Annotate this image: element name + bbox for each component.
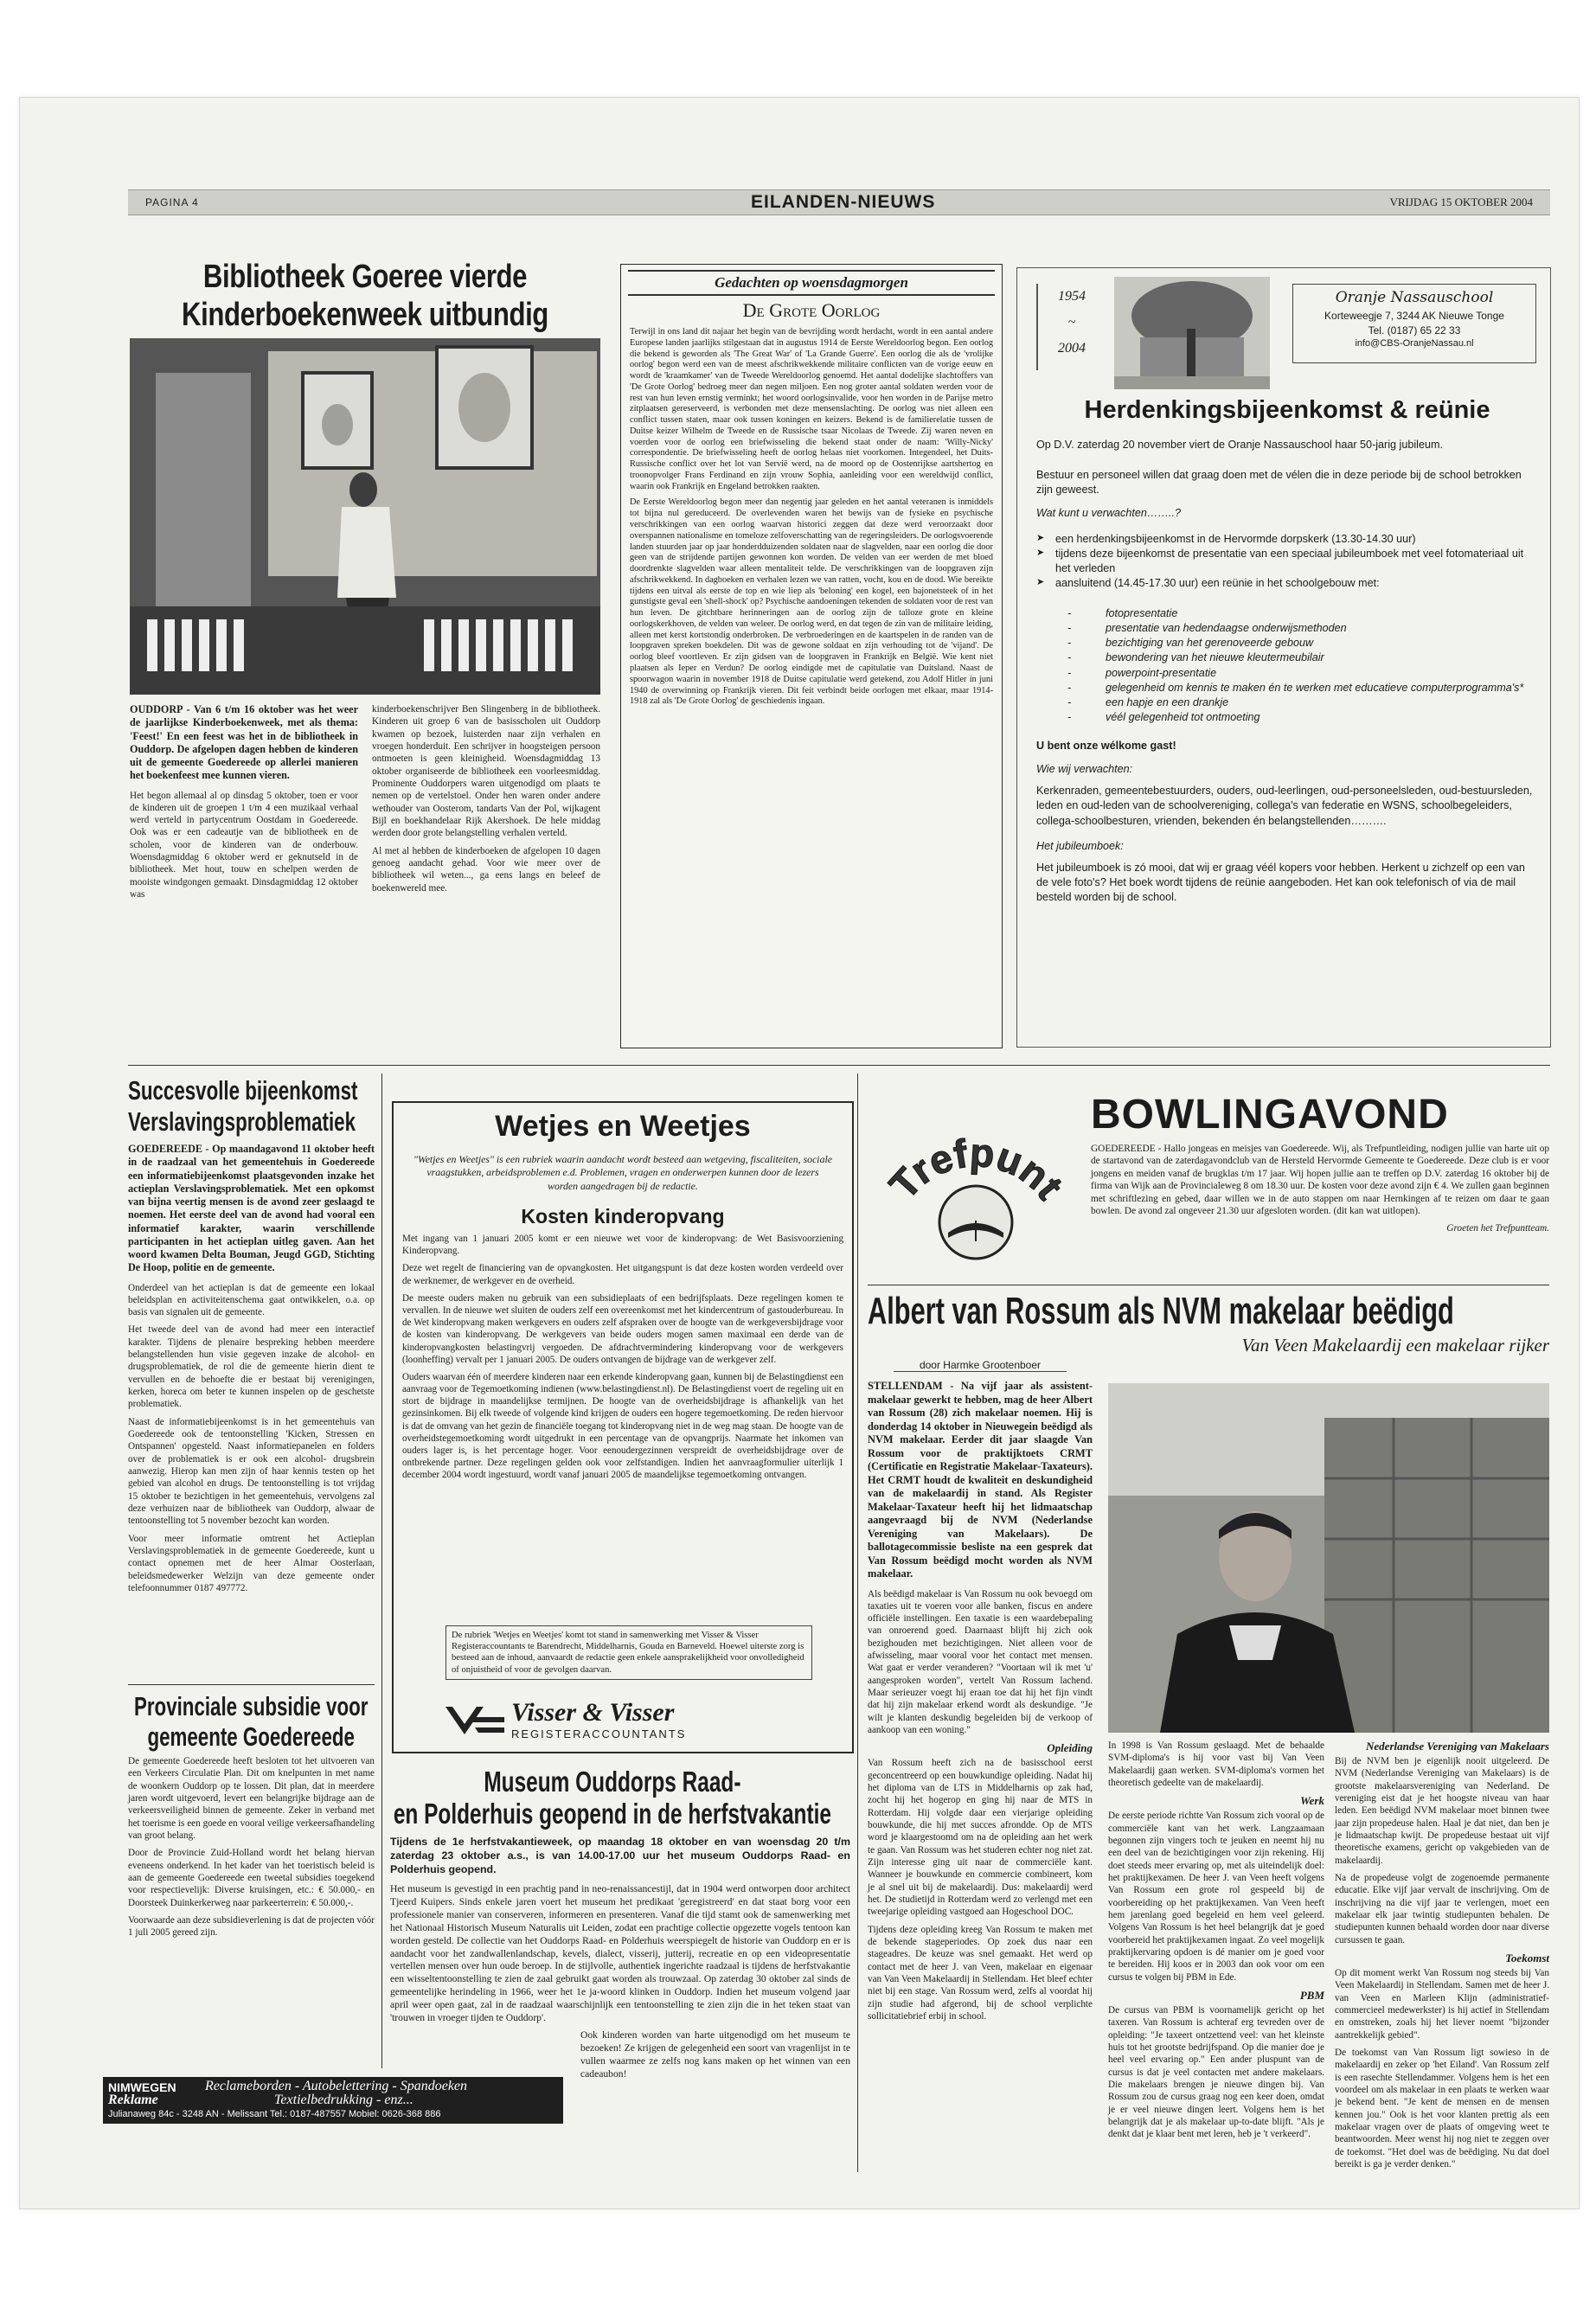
bowling-text: GOEDEREEDE - Hallo jongeas en meisjes van Goedereede. Wij, als Trefpuntleiding, nodigen jullie van harte uit op de startavond van de zaterdagavondclub van de Hersteld Hervormde Gemeente te Goedereede. Deze club is er voor jongens en meiden vanaf de brugklas t/m 17 jaar. Wij hopen jullie aan te treffen op D.V. zaterdag 16 oktober bij de firma van Wijk aan de Provincialeweg 8 om 18.30 uur. De kosten voor deze avond zijn € 4. We zullen gaan beginnen met schriftlezing en gebed, daar willen we in de auto stappen om naar Hernkingen af te reizen om daar te gaan bowlen. De avond zal ongeveer 21.30 uur afgesloten worden. (dit kan wat uitlopen).: [1091, 1144, 1549, 1217]
arrow-item: ➤ tijdens deze bijeenkomst de presentatie van een speciaal jubileumboek met veel fotomateriaal uit het verleden: [1055, 547, 1536, 576]
verslaving-lead: GOEDEREEDE - Op maandagavond 11 oktober heeft in de raadzaal van het gemeentehuis in Goedereede een informatiebijeenkomst plaatsgevonden inzake het actieplan Verslavingsproblematiek. Met een opkomst van bijna veertig mensen is de avond zeer geslaagd te noemen. Het eerste deel van de avond had vooral een informatief karakter, waarin verschillende participanten in het actieplan uitleg gaven. Aan het woord kwamen Delta Bouman, Jeugd GGD, Stichting De Hoop, politie en de gemeente.: [128, 1143, 375, 1274]
oranje-p1: Bestuur en personeel willen dat graag doen met de vélen die in deze periode bij de school betrokken zijn geweest.: [1036, 469, 1522, 497]
rossum-lead: STELLENDAM - Na vijf jaar als assistent-makelaar gewerkt te hebben, mag de heer Albert van Rossum (28) zich makelaar noemen. Hij is donderdag 14 oktober in Nieuwegein beëdigd als NVM makelaar. Eerder dit jaar slaagde Van Rossum voor de praktijktoets CRMT (Certificatie en Registratie Makelaar-Taxateurs). Het CRMT houdt de kwaliteit en deskundigheid van de makelaardij in stand. Als Register Makelaar-Taxateur heeft hij het lidmaatschap aangevraagd bij de NVM (Nederlandse Vereniging van Makelaars). De ballotagecommissie besliste na een gesprek dat Van Rossum beëdigd mocht worden als NVM makelaar.: [868, 1380, 1093, 1580]
rossum-title: Albert van Rossum als NVM makelaar beëdigd: [868, 1290, 1454, 1332]
wetjes-p1: Met ingang van 1 januari 2005 komt er een nieuwe wet voor de kinderopvang: de Wet Basisvoorziening Kinderopvang.: [402, 1234, 843, 1257]
banner-text: Gedachten op woensdagmorgen: [715, 274, 908, 291]
arrow-item: ➤ een herdenkingsbijeenkomst in de Hervormde dorpskerk (13.30-14.30 uur): [1055, 532, 1536, 547]
year-tilde: ~: [1067, 315, 1076, 330]
rossum-p2: Van Rossum heeft zich na de basisschool eerst geconcentreerd op een bouwkundige opleiding. Nadat hij het diploma van de LTS in Middelharnis op zak had, zocht hij het hogerop en ging hij naar de MTS in Rotterdam. Hij volgde daar een vierjarige opleiding bouwkunde, die hij met succes afrondde. Op de MTS word je klaargestoomd om na de opleiding aan het werk te gaan. Van Rossum was het studeren echter nog niet zat. Zijn interesse ging uit naar de commerciële kant. Wanneer je bouwkunde en commercie combineert, kom je al snel uit bij de makelaardij. Dus: makelaardij werd het. De studietijd in Rotterdam werd zo verlengd met een tweejarige opleiding vastgoed aan Hogeschool DOC.: [868, 1758, 1093, 1918]
headline-line-2: gemeente Goedereede: [147, 1721, 355, 1752]
article-museum: [375, 1766, 850, 2086]
section-divider: [128, 1065, 1550, 1066]
year-bottom: 2004: [1058, 341, 1086, 356]
rossum-p9: De toekomst van Van Rossum ligt sowieso in de makelaardij en zeker op 'het Eiland'. Van Rossum zelf is een rasechte Stellendammer. Volgens hem is het een voordeel om als makelaar in een plaats te werken waar je bekend bent. "Je kent de mensen en de mensen kennen jou." Ook is het voor klanten prettig als een makelaar vragen over de plaats of omgeving weet te beantwoorden. Meer wenst hij nog niet te zeggen over de toekomst. "Het doel was de beëdiging. Nu dat doel bereikt is ga je verder denken.": [1335, 2047, 1549, 2170]
dash-item: - bewondering van het nieuwe kleutermeubilair: [1106, 651, 1536, 665]
school-photo-graphic: [1114, 277, 1270, 389]
page-date: VRIJDAG 15 OKTOBER 2004: [1389, 195, 1533, 208]
column-rule-right: [857, 1074, 858, 2172]
article-verslaving: [128, 1075, 375, 1599]
bibliotheek-p1: Het begon allemaal al op dinsdag 5 oktober, toen er voor de kinderen uit de groepen 1 t/m 4 een muzikaal verhaal werd verteld in partycentrum Oostdam in Goedereede. Ook was er een cadeautje van de bibliotheek en de scholen, voor de kinderen van de onderbouw. Woensdagmiddag 6 oktober werd er geknutseld in de bibliotheek. Met hout, touw en schelpen werden de mooiste windgongen gemaakt. Dinsdagmiddag 12 oktober was: [130, 790, 358, 901]
nimwegen-address: Julianaweg 84c - 3248 AN - Melissant Tel.: 0187-487557 Mobiel: 0626-368 886: [108, 2109, 441, 2119]
subsidie-rule: [128, 1684, 375, 1685]
verslaving-p4: Voor meer informatie omtrent het Actieplan Verslavingsproblematiek in de gemeente Goedereede, kunt u contact opnemen met de heer Almar Oosterlaan, beleidsmedewerker Welzijn van deze gemeente onder telefoonnummer 0187 497772.: [128, 1533, 375, 1594]
rossum-p7: Na de propedeuse volgt de zogenoemde permanente educatie. Elke vijf jaar vervalt de inschrijving. Om de inschrijving na die vijf jaar te verlengen, moet een makelaar elk jaar twintig studiepunten behalen. De studiepunten kunnen behaald worden door naar diverse cursussen te gaan.: [1335, 1872, 1549, 1945]
photo-rossum: [1108, 1383, 1549, 1733]
dash-item: - een hapje en een drankje: [1106, 695, 1536, 710]
oorlog-body: [630, 327, 993, 713]
column-banner: [628, 270, 995, 296]
dash-item: - gelegenheid om kennis te maken én te werken met educatieve computerprogramma's*: [1106, 681, 1536, 695]
rossum-subtitle: Van Veen Makelaardij een makelaar rijker: [1241, 1335, 1549, 1356]
trefpunt-logo-text: Trefpunt: [880, 1129, 1073, 1208]
oorlog-title: De Grote Oorlog: [742, 299, 881, 321]
rossum-caption: In 1998 is Van Rossum geslaagd. Met de behaalde SVM-diploma's is hij voor vast bij Van Veen Makelaardij gaan werken. SVM-diploma's vormen het theoretisch gedeelte van de makelaardij.: [1108, 1740, 1324, 1788]
headline-subsidie: [128, 1691, 374, 1752]
nimwegen-reklame: Reklame: [108, 2093, 158, 2107]
oranje-title: Herdenkingsbijeenkomst & reünie: [1084, 396, 1490, 424]
masthead: EILANDEN-NIEUWS: [751, 192, 936, 212]
rossum-sub2: Werk: [1300, 1794, 1324, 1808]
wetjes-p4: Ouders waarvan één of meerdere kinderen naar een erkende kinderopvang gaan, kunnen bij de Belastingdienst een aanvraag voor de Tegemoetkoming indienen (www.belastingdienst.nl). De Belastingdienst voert de regeling uit en stort de bijdrage in maandelijkse termijnen. De hoogte van de overheidsbijdrage is afhankelijk van het gezinsinkomen. Bij elk tweede of volgende kind krijgen de ouders een hogere tegemoetkoming. De reden hiervoor is dat de omvang van het gezin de financiële toegang tot kinderopvang niet in de weg mag staan. De hoogte van de overheidstegemoetkoming wordt uitgedrukt in een percentage van de opvangprijs. Naarmate het inkomen van ouders lager is, is het percentage hoger. Voor eenoudergezinnen verspreidt de overheidsbijdrage over de ontbrekende partner. Deze regelingen gelden ook voor zelfstandigen. Indien het aanvraagformulier uiterlijk 1 december 2004 wordt ingestuurd, wordt vanaf januari 2005 de maandelijkse tegemoetkoming ontvangen.: [402, 1371, 843, 1481]
school-email: info@CBS-OranjeNassau.nl: [1355, 338, 1474, 349]
rossum-sub5: Toekomst: [1505, 1951, 1549, 1965]
rossum-sub1: Opleiding: [1047, 1741, 1093, 1755]
rossum-col-1: [868, 1380, 1093, 2028]
oranje-q1: Wat kunt u verwachten……..?: [1036, 507, 1182, 520]
headline-line-2: Kinderboekenweek uitbundig: [182, 297, 548, 333]
subsidie-p1: De gemeente Goedereede heeft besloten tot het uitvoeren van een Verkeers Circulatie Plan. Dit om knelpunten in met name de woonkern Ouddorp op te lossen. Dit plan, dat in meerdere jaren wordt uitgevoerd, levert een belangrijke bijdrage aan de verkeersveiligheid binnen de gemeente. Zeker in verband met het toerisme is een goede en vooral veilige verkeersafhandeling van groot belang.: [128, 1756, 375, 1841]
rossum-col-3: [1335, 1740, 1549, 2176]
visser-logo: [444, 1700, 807, 1741]
trefpunt-logo: [872, 1093, 1080, 1274]
oranje-p3: Het jubileumboek is zó mooi, dat wij er graag véél kopers voor hebben. Herkent u zichzelf op een van de vele foto's? Het boek wordt tijdens de reünie aangeboden. Het kan ook telefonisch of via de mail besteld worden bij de school.: [1036, 861, 1525, 903]
dash-item: - bezichtiging van het gerenoveerde gebouw: [1106, 636, 1536, 651]
visser-logo-sub: REGISTERACCOUNTANTS: [511, 1727, 687, 1740]
oranje-body: [1036, 438, 1536, 910]
article-subsidie: [128, 1691, 375, 1945]
visser-logo-icon: [444, 1700, 506, 1740]
library-photo-graphic: [130, 338, 600, 695]
bibliotheek-col-1: [130, 703, 358, 906]
article-bibliotheek: [128, 258, 602, 1058]
wetjes-intro: "Wetjes en Weetjes" is een rubriek waarin aandacht wordt besteed aan wetgeving, fiscaliteiten, sociale vraagstukken, arbeidsproblemen e.d. Problemen, vragen en onderwerpen kunnen door de lezers worden aangedragen bij de redactie.: [413, 1153, 832, 1192]
oranje-welcome: U bent onze wélkome gast!: [1036, 740, 1176, 752]
bowling-sign: Groeten het Trefpuntteam.: [1446, 1222, 1549, 1234]
oorlog-p2: De Eerste Wereldoorlog begon meer dan negentig jaar geleden en het aantal veteranen is inmiddels tot bijna nul gereduceerd. De overlevenden waren het bewijs van de fysieke en psychische verschrikkingen van een oorlog waarvan historici zeggen dat deze werd veroorzaakt door overspannen nationalisme en tomeloze zelfoverschatting van de regeringsleiders. De oorlogsvoerende landen stuurden jaar op jaar honderdduizenden soldaten naar de slagvelden, naar een oorlog die door geen van de strijdende partijen gewonnen kon worden. De velden van eer werden de met bloed doordrenkte slagvelden waar alleen mentaliteit telde. De verschrikkingen van de loopgraven zijn afschrikwekkend. In dagboeken en verhalen lezen we van ratten, vocht, kou en de dood. Wie bereikte tijdens een uitval als eerste de top en wie liep als 'beloning' een kogel, een bajonetsteek of in het gunstigste geval een 'shell-shock' op? Psychische aandoeningen tekenden de soldaten voor de rest van hun leven. De gitchtbare herinneringen aan de oorlog zijn de talloze grote en kleine oorlogskerkhoven, de velden van weleer. De oorlog werd, en dat tegen de zin van de militaire leiding, alleen met kerst kortstondig onderbroken. De verbroederingen en de kaartspelen in de randen van de loopgraven spreken boekdelen. Dit was de gewone soldaat en zijn verhouding tot de 'vijand'. De oorlog bleef voortleven. Er zijn gidsen van de loopgraven in Frankrijk en België. Wie kent niet plaatsen als Ieper en Verdun? De oorlog eindigde met de capitulatie van Duitsland. Naast de spoorwagon waarin in november 1918 de Duitse capitulatie werd getekend, zou Adolf Hitler in juni 1940 de overwinning op Frankrijk vieren. Dit feit verbindt beide oorlogen met elkaar, maar 1914-1918 zal als 'De Grote Oorlog' de geschiedenis ingaan.: [630, 497, 993, 707]
trefpunt-logo-graphic: [872, 1093, 1080, 1274]
rossum-sub4: Nederlandse Vereniging van Makelaars: [1366, 1740, 1549, 1753]
rossum-p6: Bij de NVM ben je eigenlijk nooit uitgeleerd. De NVM (Nederlandse Vereniging van Makelaars) is de grootste makelaarsvereniging van Nederland. De vereniging eist dat je het hoogste niveau van haar leden. Een beëdigd NVM makelaar moet binnen twee jaar zijn propedeuse halen. Haal je dat niet, dan ben je je lidmaatschap kwijt. De propedeuse bestaat uit vijf theoretische examens, gericht op vakgebieden van de makelaardij.: [1335, 1756, 1549, 1866]
subsidie-p2: Door de Provincie Zuid-Holland wordt het belang hiervan eveneens onderkend. In het kader van het toeristisch beleid is aan de gemeente Goedereede een tweetal subsidies toegekend voor respectievelijk: Diverse kruisingen, etc.: € 50.000,- en Doorsteek Duinkerkerweg naar parkeerterrein: € 50.000,-.: [128, 1848, 375, 1908]
bibliotheek-col-2: [372, 703, 600, 900]
verslaving-p2: Het tweede deel van de avond had meer een interactief karakter. Tijdens de plenaire bespreking hebben meerdere belangstellenden hun visie gegeven inzake de alcohol- en drugsproblematiek, de rol die de gemeente hierin dient te vervullen en de behoefte die er bestaat bij verenigingen, kerken, horeca om beter te kunnen inspelen op de geschetste problematiek.: [128, 1324, 375, 1410]
subsidie-body: [128, 1755, 375, 1939]
headline-bibliotheek: [170, 258, 559, 334]
rossum-p8: Op dit moment werkt Van Rossum nog steeds bij Van Veen Makelaardij in Stellendam. Samen met de heer J. van Veen en Marleen Klijn (administratief-commercieel medewerkster) is hij actief in Stellendam en omstreken, zoals hij het liever noemt "bijzonder aantrekkelijk gebied".: [1335, 1967, 1549, 2041]
wetjes-kop: Kosten kinderopvang: [521, 1205, 725, 1227]
article-bowling: [1091, 1093, 1549, 1239]
oranje-p2: Kerkenraden, gemeentebestuurders, ouders, oud-leerlingen, oud-personeelsleden, oud-bestuursleden, leden en oud-leden van de schoolvereniging, collega's van federatie en WSNS, schoolbegeleiders, collega-schoolbesturen, vrienden, bekenden én belangstellenden……….: [1036, 785, 1533, 827]
article-grote-oorlog: [620, 264, 1003, 1048]
bibliotheek-p2: kinderboekenschrijver Ben Slingenberg in de bibliotheek. Kinderen uit groep 6 van de basisscholen uit Ouddorp kwamen op bezoek, luisterden naar zijn verhalen en vroegen honderduit. Een schrijver in hoogsteigen persoon ontmoeten is geen kleinigheid. Woensdagmiddag 13 oktober organiseerde de bibliotheek een voorleesmiddag. Prominente Ouddorpers waren uitgenodigd om plaats te nemen op de vertelstoel. Onder hen waren onder andere wethouder van Oosterom, tandarts Van der Pol, wijkagent Bijl en boekhandelaar Rijk Akershoek. De hele middag werden door grote belangstelling verhalen verteld.: [372, 704, 600, 839]
verslaving-body: [128, 1143, 375, 1594]
oranje-intro: Op D.V. zaterdag 20 november viert de Oranje Nassauschool haar 50-jarig jubileum.: [1036, 439, 1443, 451]
headline-line-1: Provinciale subsidie voor: [133, 1691, 369, 1721]
rossum-photo-graphic: [1108, 1383, 1549, 1733]
rossum-p1: Als beëdigd makelaar is Van Rossum nu ook bevoegd om taxaties uit te voeren voor alle banken, fiscus en andere officiële instellingen. Een taxatie is een waardebepaling van onroerend goed. Daarnaast blijft hij zich ook bezighouden met bezichtigingen. Niet alleen voor de afwisseling, maar vooral voor het contact met mensen. Wat gaat er verder veranderen? "Voortaan wil ik met 'u' aangesproken worden", vertelt Van Rossum lachend. Maar serieuzer voegt hij eraan toe dat hij het fijn vindt dat hij zijn makelaar erkend wordt als deskundige. "Je wilt je klanten deskundig begeleiden bij de verkoop of aankoop van een woning.": [868, 1588, 1093, 1736]
oranje-q3: Het jubileumboek:: [1036, 839, 1124, 852]
arrow-item: ➤ aansluitend (14.45-17.30 uur) een reünie in het schoolgebouw met:: [1055, 576, 1536, 591]
column-rule-left: [381, 1074, 382, 2068]
wetjes-note: De rubriek 'Wetjes en Weetjes' komt tot stand in samenwerking met Visser & Visser Registeraccountants te Barendrecht, Middelharnis, Gouda en Barneveld. Hoewel uiterste zorg is besteed aan de inhoud, aanvaardt de redactie geen enkele aansprakelijkheid voor onvolledigheid of onjuistheid of voor de gevolgen daarvan.: [445, 1625, 812, 1680]
rossum-col-2: [1108, 1740, 1324, 2146]
headline-museum: [375, 1766, 850, 1830]
oranje-arrow-list: [1036, 532, 1536, 592]
headline-line-2: Verslavingsproblematiek: [128, 1106, 356, 1137]
rossum-p3: Tijdens deze opleiding kreeg Van Rossum te maken met de bekende stageperiodes. Op zoek dus naar een stageadres. De keuze was snel gemaakt. Het werd op contact met de heer J. van Veen, makelaar en eigenaar van Van Veen Makelaardij in Stellendam. Het bleef echter niet bij een stage. Van Rossum werd, zelfs al voordat hij zijn studie had afgerond, bij de school verplichte sollicitatiebrief erbij in school.: [868, 1924, 1093, 2022]
article-rossum: [868, 1290, 1549, 2172]
museum-p2: Ook kinderen worden van harte uitgenodigd om het museum te bezoeken! Ze krijgen de gelegenheid een soort van vragenlijst in te vullen waarmee ze zelfs nog kans maken op het winnen van een cadeaubon!: [580, 2029, 850, 2080]
page-header: [128, 189, 1550, 215]
oranje-dash-list: [1036, 606, 1536, 725]
school-tel: Tel. (0187) 65 22 33: [1368, 324, 1461, 336]
wetjes-body: [402, 1233, 843, 1487]
nimwegen-line1: Reclameborden - Autobelettering - Spandoeken: [205, 2079, 468, 2093]
subsidie-p3: Voorwaarde aan deze subsidieverlening is dat de projecten vóór 1 juli 2005 gereed zijn.: [128, 1914, 375, 1939]
article-wetjes: [392, 1101, 854, 1753]
rossum-byline: door Harmke Grootenboer: [894, 1359, 1067, 1372]
photo-bibliotheek: [130, 338, 600, 695]
ad-oranje-nassau: [1016, 267, 1551, 1048]
rossum-sub3: PBM: [1299, 1988, 1324, 2002]
dash-item: - véél gelegenheid tot ontmoeting: [1106, 710, 1536, 725]
oorlog-p1: Terwijl in ons land dit najaar het begin van de bevrijding wordt herdacht, wordt in een aantal andere Europese landen jaarlijks stilgestaan dat in augustus 1914 de Eerste Wereldoorlog begon. Een oorlog die bekend is geworden als 'The Great War' of 'La Grande Guerre'. Een oorlog die als de 'vrolijke oorlog' begon werd een van de meest afschrikwekkende militaire conflicten van de vorige eeuw en wordt de 'kraamkamer' van de Tweede Wereldoorlog genoemd. Het aantal dodelijke slachtoffers van 'De Grote Oorlog' bedroeg meer dan negen miljoen. Een nog groter aantal soldaten werden voor de rest van hun leven ernstig verminkt; het woord oorlogsinvalide, voor hen worden in de Parijse metro zitplaatsen gereserveerd, is verbonden met deze mensenslachting. De oorlog was niet alleen een conflict tussen staten, maar ook tussen koningen en keizers. Bekend is de familierelatie tussen de Duitse keizer Wilhelm de Tweede en de Russische tsaar Nicolaas de Tweede. Zij waren neven en voerden voor de oorlog een briefwisseling die bekend staat onder de naam: 'Willy-Nicky' correspondentie. De briefwisseling heeft de oorlog helaas niet voorkomen. Integendeel, het Duits-Russische conflict over het lot van Servië werd, na de moord op de Oostenrijkse aartshertog en troonopvolger Frans Ferdinand en zijn vrouw Sophia, aanleiding voor een wereldwijd conflict, waarin ook Frankrijk en Engeland betrokken raakten.: [630, 327, 993, 491]
school-name: Oranje Nassauschool: [1335, 289, 1494, 306]
dash-item: - fotopresentatie: [1106, 606, 1536, 621]
wetjes-title: Wetjes en Weetjes: [495, 1110, 751, 1143]
oranje-q2: Wie wij verwachten:: [1036, 763, 1133, 776]
museum-body: [375, 1835, 850, 2081]
verslaving-p1: Onderdeel van het actieplan is dat de gemeente een lokaal beleidsplan en activiteitenschema gaat ontwikkelen, o.a. op basis van signalen uit de gemeente.: [128, 1282, 375, 1318]
verslaving-p3: Naast de informatiebijeenkomst is in het gemeentehuis van Goedereede ook de tentoonstelling 'Kicken, Stressen en Ontspannen' opgesteld. Naast informatiepanelen en folders over de problematiek is er ook een alcohol- drugsbrein aanwezig. Hierop kan men zijn of haar kennis testen op het gebied van alcohol en drugs. De tentoonstelling is tot vrijdag 15 oktober te bezichtigen in het gemeentehuis, vervolgens zal deze verhuizen naar de bibliotheek van Ouddorp, alwaar de tentoonstelling tot 5 november bezocht kan worden.: [128, 1416, 375, 1527]
headline-line-1: Succesvolle bijeenkomst: [128, 1075, 358, 1106]
year-top: 1954: [1058, 289, 1086, 304]
museum-p1: Het museum is gevestigd in een prachtig pand in neo-renaissancestijl, dat in 1904 werd ontworpen door architect Tjeerd Kuipers. Sinds enkele jaren voert het museum het predikaat 'geregistreerd' en dat staat borg voor een professionele manier van conserveren, informeren en presenteren. Vanaf die tijd stamt ook de samenwerking met het Nationaal Historisch Museum Naturalis uit Leiden, zodat een prachtige collectie opgezette vogels tentoon kan worden gesteld. De collectie van het Ouddorps Raad- en Polderhuis weerspiegelt de historie van Ouddorp en er is aandacht voor het zandwallenlandschap, kevels, dialect, visserij, jutterij, recreatie en op een videopresentatie vertellen mensen over hun oude beroep. In de stijlvolle, authentiek ingerichte raadzaal is tijdens de herfstvakantie een wisseltentoonstelling te zien de zaal gebruikt gaat worden als trouwzaal. Op zaterdag 30 oktober zal sinds de gemeentelijke herindeling in 1966, weer het 1e ja-woord klinken in Ouddorp. Indien het museum volgend jaar april weer open gaat, zal in de raadzaal waarschijnlijk een tentoonstelling te zien zijn die in het teken staat van 'trouwen in vroeger tijden te Ouddorp'.: [390, 1883, 850, 2023]
headline-verslaving: [128, 1075, 374, 1138]
bibliotheek-lead: OUDDORP - Van 6 t/m 16 oktober was het weer de jaarlijkse Kinderboekenweek, met als thema: 'Feest!' En een feest was het in de bibliotheek in Ouddorp. De afgelopen dagen hebben de kinderen uit de gemeente Goedereede op allerlei manieren het boekenfeest mee kunnen vieren.: [130, 703, 358, 782]
bibliotheek-p3: Al met al hebben de kinderboeken de afgelopen 10 dagen genoeg aandacht gehad. Voor wie meer over de bibliotheek wil weten..., ga eens langs en beleef de boekenwereld mee.: [372, 845, 600, 894]
wetjes-p2: Deze wet regelt de financiering van de opvangkosten. Het uitgangspunt is dat deze kosten worden verdeeld over de werknemer, de werkgever en de overheid.: [402, 1263, 843, 1286]
rossum-p5: De cursus van PBM is voornamelijk gericht op het taxeren. Van Rossum is achteraf erg tevreden over de opleiding: "Je taxeert ontzettend veel: van het kleinste huis tot het grootste bedrijfspand. Op die manier doe je heel veel ervaring op." Een ander pluspunt van de cursus is dat je veel contacten met andere makelaars. Die makelaars brengen je nieuwe dingen bij. Van Rossum zou de cursus graag nog een keer doen, omdat je er veel nieuwe dingen leert. Volgens hem is het belangrijk dat je als makelaar up-to-date blijft. "Als je denkt dat je klaar bent met leren, heb je 't verkeerd".: [1108, 2004, 1324, 2140]
nimwegen-line2: Textielbedrukking - enz...: [274, 2093, 413, 2107]
school-address: Korteweegje 7, 3244 AK Nieuwe Tonge: [1324, 309, 1504, 322]
rossum-p4: De eerste periode richtte Van Rossum zich vooral op de commerciële kant van het werk. Langzaamaan begonnen zijn vingers toch te jeuken en neemt hij nu een deel van de bezichtigingen voor zijn rekening. Hij doet steeds meer ervaring op, met als uiteindelijk doel: het praktijkexamen. De heer J. van Veen heeft volgens Van Rossum een grote rol gespeeld bij de voorbereiding op het praktijkexamen. Van Veen heeft hem jarenlang goed begeleid en hem veel geleerd. Volgens Van Rossum is het heel belangrijk dat je goed voorbereid het praktijkexamen ingaat. Zo veel mogelijk praktijkervaring opdoen is dé manier om je goed voor te bereiden. Hij koos er in 2003 dan ook voor om een cursus te volgen bij PBM in Ede.: [1108, 1811, 1324, 1983]
visser-logo-name: Visser & Visser: [511, 1698, 675, 1727]
headline-line-1: Museum Ouddorps Raad-: [484, 1766, 741, 1798]
school-card: [1292, 284, 1536, 363]
newspaper-page: [19, 97, 1580, 2209]
dash-item: - powerpoint-presentatie: [1106, 666, 1536, 681]
headline-line-1: Bibliotheek Goeree vierde: [202, 259, 528, 295]
bowling-title: BOWLINGAVOND: [1091, 1092, 1449, 1138]
wetjes-p3: De meeste ouders maken nu gebruik van een subsidieplaats of een bedrijfsplaats. Deze regelingen komen te vervallen. In de nieuwe wet sluiten de ouders zelf een overeenkomst met het kindercentrum of gastouderbureau. In de Wet kinderopvang maken werkgevers en ouders zelf afspraken over de hoogte van de werkgeversbijdrage voor de kosten van kinderopvang. De werkgevers van beide ouders mogen samen maximaal een derde van de kinderopvangkosten belastingvrij vergoeden. De afdrachtvermindering kinderopvang voor de werkgevers (loonheffing) vervalt per 1 januari 2005. De ouders ontvangen de bijdrage van de werkgever zelf.: [402, 1292, 843, 1365]
jubilee-years: [1036, 284, 1106, 370]
headline-line-2: en Polderhuis geopend in de herfstvakantie: [393, 1798, 831, 1830]
school-photo: [1114, 277, 1270, 389]
page-number: PAGINA 4: [145, 196, 199, 208]
museum-lead: Tijdens de 1e herfstvakantieweek, op maandag 18 oktober en van woensdag 20 t/m zaterdag 23 oktober a.s., is van 14.00-17.00 uur het museum Ouddorps Raad- en Polderhuis geopend.: [390, 1836, 850, 1876]
dash-item: - presentatie van hedendaagse onderwijsmethoden: [1106, 621, 1536, 636]
nimwegen-name: NIMWEGEN: [108, 2080, 176, 2094]
